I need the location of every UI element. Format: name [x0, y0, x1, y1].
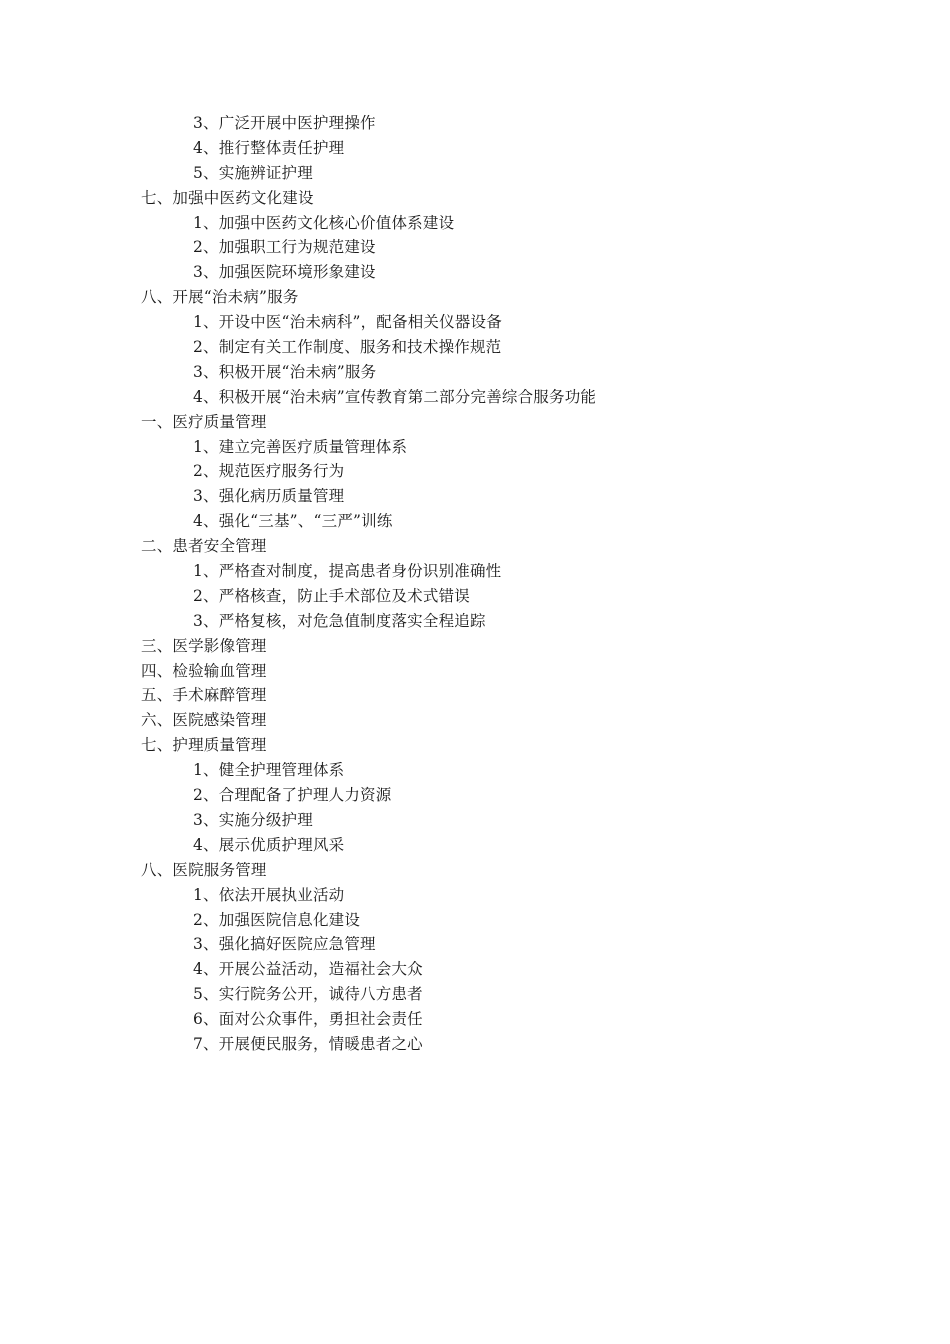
list-item: 1、加强中医药文化核心价值体系建设: [193, 213, 455, 232]
list-item: 2、加强医院信息化建设: [193, 910, 361, 929]
section-heading: 二、患者安全管理: [141, 537, 267, 556]
outline-list: [0, 111, 950, 1057]
section-heading: 五、手术麻醉管理: [141, 686, 267, 705]
list-item: 3、积极开展“治未病”服务: [193, 362, 377, 381]
document-page: [0, 111, 950, 1057]
list-item: 3、严格复核，对危急值制度落实全程追踪: [193, 611, 486, 630]
section-heading: 六、医院感染管理: [141, 711, 267, 730]
list-item: 2、合理配备了护理人力资源: [193, 786, 392, 805]
list-item: 4、开展公益活动，造福社会大众: [193, 960, 423, 979]
list-item: 3、强化病历质量管理: [193, 487, 345, 506]
list-item: 2、加强职工行为规范建设: [193, 238, 376, 257]
list-item: 2、制定有关工作制度、服务和技术操作规范: [193, 338, 502, 357]
section-heading: 三、医学影像管理: [141, 636, 267, 655]
list-item: 5、实施辨证护理: [193, 163, 313, 182]
section-heading: 一、医疗质量管理: [141, 412, 267, 431]
list-item: 2、严格核查，防止手术部位及术式错误: [193, 586, 470, 605]
section-heading: 八、医院服务管理: [141, 860, 267, 879]
list-item: 4、展示优质护理风采: [193, 835, 345, 854]
list-item: 7、开展便民服务，情暖患者之心: [193, 1034, 423, 1053]
list-item: 6、面对公众事件，勇担社会责任: [193, 1010, 423, 1029]
section-heading: 八、开展“治未病”服务: [141, 288, 299, 307]
list-item: 1、依法开展执业活动: [193, 885, 345, 904]
list-item: 4、推行整体责任护理: [193, 138, 345, 157]
list-item: 1、严格查对制度，提高患者身份识别准确性: [193, 562, 502, 581]
list-item: 1、建立完善医疗质量管理体系: [193, 437, 408, 456]
list-item: 2、规范医疗服务行为: [193, 462, 345, 481]
list-item: 4、强化“三基”、“三严”训练: [193, 512, 393, 531]
list-item: 3、强化搞好医院应急管理: [193, 935, 376, 954]
list-item: 4、积极开展“治未病”宣传教育第二部分完善综合服务功能: [193, 387, 597, 406]
section-heading: 七、加强中医药文化建设: [141, 188, 314, 207]
list-item: 1、开设中医“治未病科”，配备相关仪器设备: [193, 313, 502, 332]
list-item: 1、健全护理管理体系: [193, 761, 345, 780]
list-item: 3、加强医院环境形象建设: [193, 263, 376, 282]
section-heading: 七、护理质量管理: [141, 736, 267, 755]
list-item: 3、广泛开展中医护理操作: [193, 114, 376, 132]
list-item: 3、实施分级护理: [193, 810, 313, 829]
list-item: 5、实行院务公开，诚待八方患者: [193, 985, 423, 1004]
section-heading: 四、检验输血管理: [141, 661, 267, 680]
